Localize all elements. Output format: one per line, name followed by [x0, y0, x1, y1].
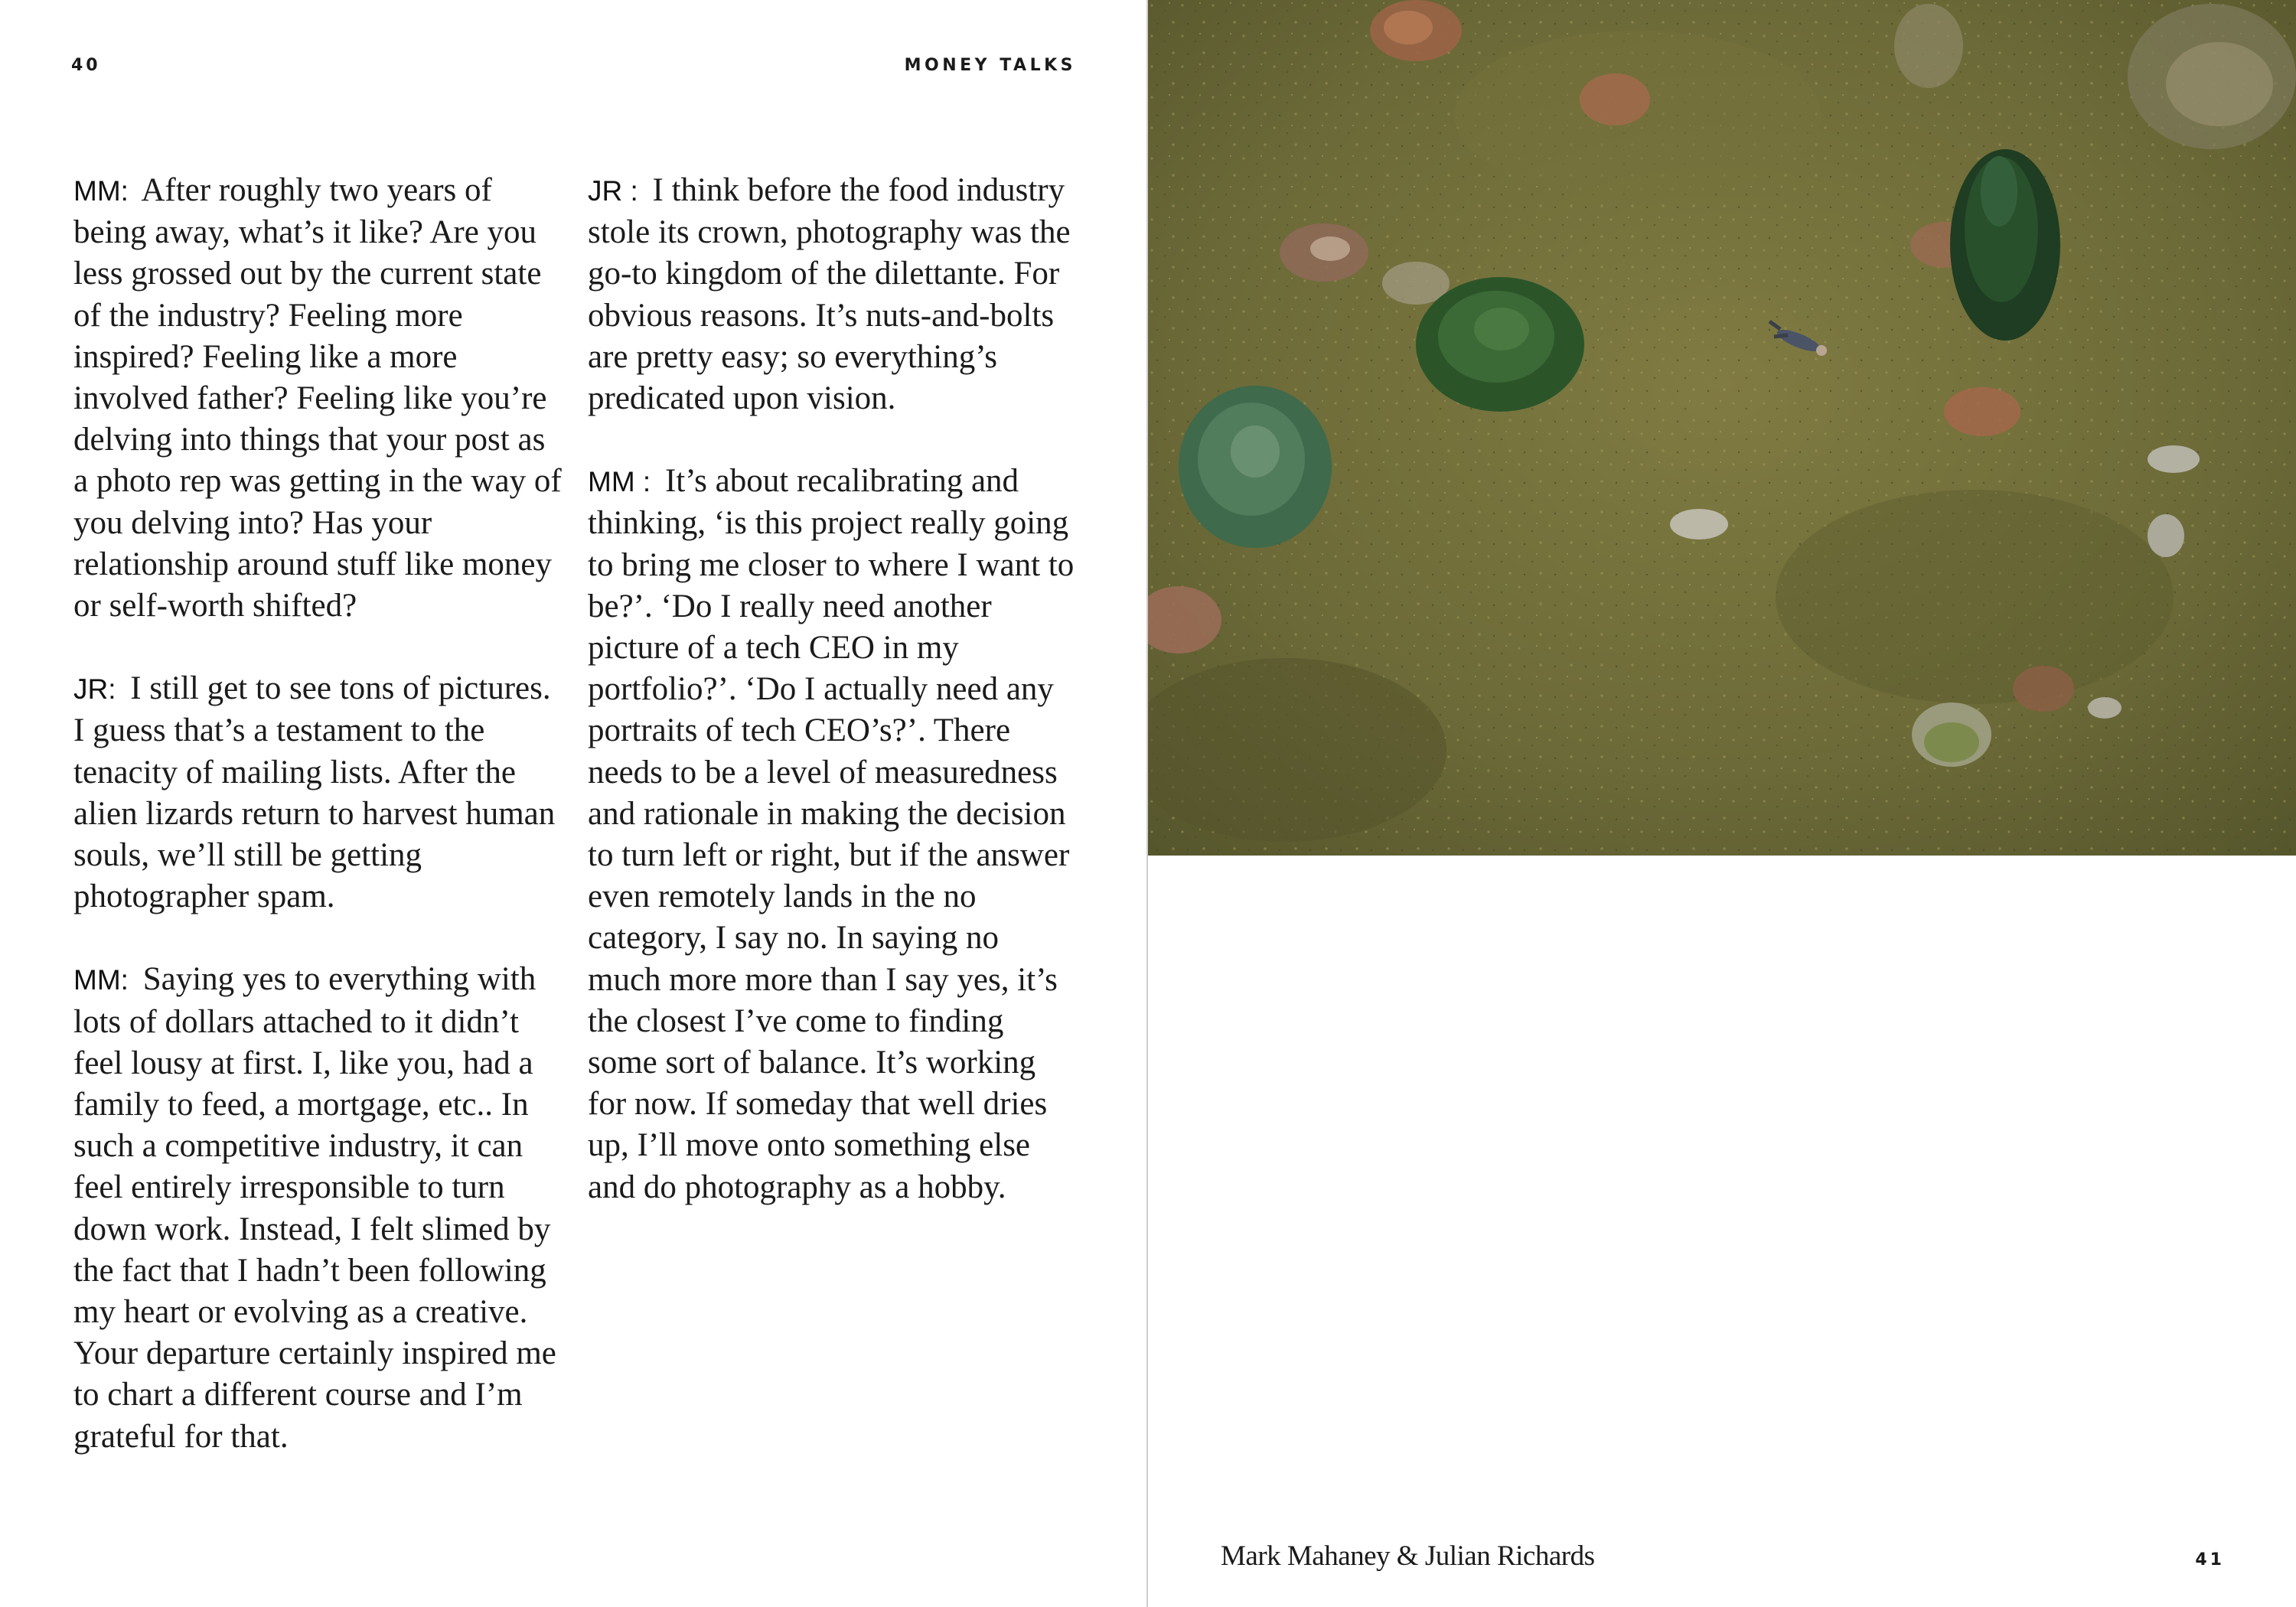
- interview-entry: [73, 959, 563, 1457]
- aerial-landscape-photo: [1148, 0, 2296, 856]
- rock: [2148, 514, 2184, 557]
- rust-shrub: [1280, 223, 1368, 282]
- text-column-2: [588, 170, 1078, 1250]
- left-page: [0, 0, 1147, 1607]
- moss-patch: [1776, 490, 2174, 704]
- rock: [1670, 509, 1728, 539]
- interview-entry: [588, 461, 1078, 1208]
- entry-text: It’s about recalibrating and thinking, ‘is this project really going to bring me closer to where I want to be?’. ‘Do I really need another picture of a tech CEO in my portfolio?’. ‘Do I actually need any portraits of tech CEO’s?’. There needs to be a level of measuredness and rationale in making the decision to turn left or right, but if the answer even remotely lands in the no category, I say no. In saying no much more more than I say yes, it’s the closest I’ve come to finding some sort of balance. It’s working for now. If someday that well dries up, I’ll move onto something else and do photography as a hobby.: [588, 463, 1075, 1205]
- page-number-right: 41: [2195, 1550, 2225, 1570]
- text-column-1: [73, 170, 563, 1499]
- conifer-tree: [1950, 149, 2060, 341]
- interview-entry: [73, 668, 563, 918]
- entry-text: I still get to see tons of pictures. I guess that’s a testament to the tenacity of mailing lists. After the alien lizards return to harvest human souls, we’ll still be getting photographer spam.: [73, 670, 556, 915]
- interview-entry: [588, 170, 1078, 419]
- conifer-tree: [1179, 386, 1332, 548]
- rock: [2088, 697, 2122, 719]
- photo-illustration: [1148, 0, 2296, 856]
- page-number-left: 40: [71, 56, 101, 75]
- mossy-rock: [1912, 702, 1991, 767]
- running-head: MONEY TALKS: [904, 56, 1076, 75]
- rust-shrub: [2013, 666, 2074, 712]
- rust-shrub: [1370, 0, 1462, 61]
- photo-credit: Mark Mahaney & Julian Richards: [1221, 1540, 1595, 1572]
- entry-text: I think before the food industry stole its crown, photography was the go-to kingdom of the dilettante. For obvious reasons. It’s nuts-and-bolts are pretty easy; so everything’s predicated upon vision.: [588, 172, 1071, 417]
- pale-bush: [2128, 4, 2296, 149]
- speaker-label: JR :: [588, 175, 638, 207]
- conifer-tree: [1416, 277, 1584, 412]
- entry-text: Saying yes to everything with lots of dollars attached to it didn’t feel lousy at first. I, like you, had a family to feed, a mortgage, etc.. In such a competitive industry, it can feel entirely irresponsible to turn down work. Instead, I felt slimed by the fact that I hadn’t been following my heart or evolving as a creative. Your departure certainly inspired me to chart a different course and I’m grateful for that.: [73, 961, 556, 1455]
- rust-shrub: [1580, 73, 1650, 125]
- rock: [2148, 445, 2200, 473]
- pale-bush: [1894, 4, 1963, 88]
- entry-text: After roughly two years of being away, what’s it like? Are you less grossed out by the current state of the industry? Feeling more inspired? Feeling like a more involved father? Feeling like you’re delving into things that your post as a photo rep was getting in the way of you delving into? Has your relationship around stuff like money or self-worth shifted?: [73, 172, 562, 624]
- speaker-label: MM :: [588, 466, 651, 498]
- interview-entry: [73, 170, 563, 627]
- rust-shrub: [1944, 387, 2020, 436]
- speaker-label: MM:: [73, 175, 129, 207]
- right-page: [1148, 0, 2296, 1607]
- speaker-label: JR:: [73, 673, 116, 706]
- speaker-label: MM:: [73, 964, 129, 996]
